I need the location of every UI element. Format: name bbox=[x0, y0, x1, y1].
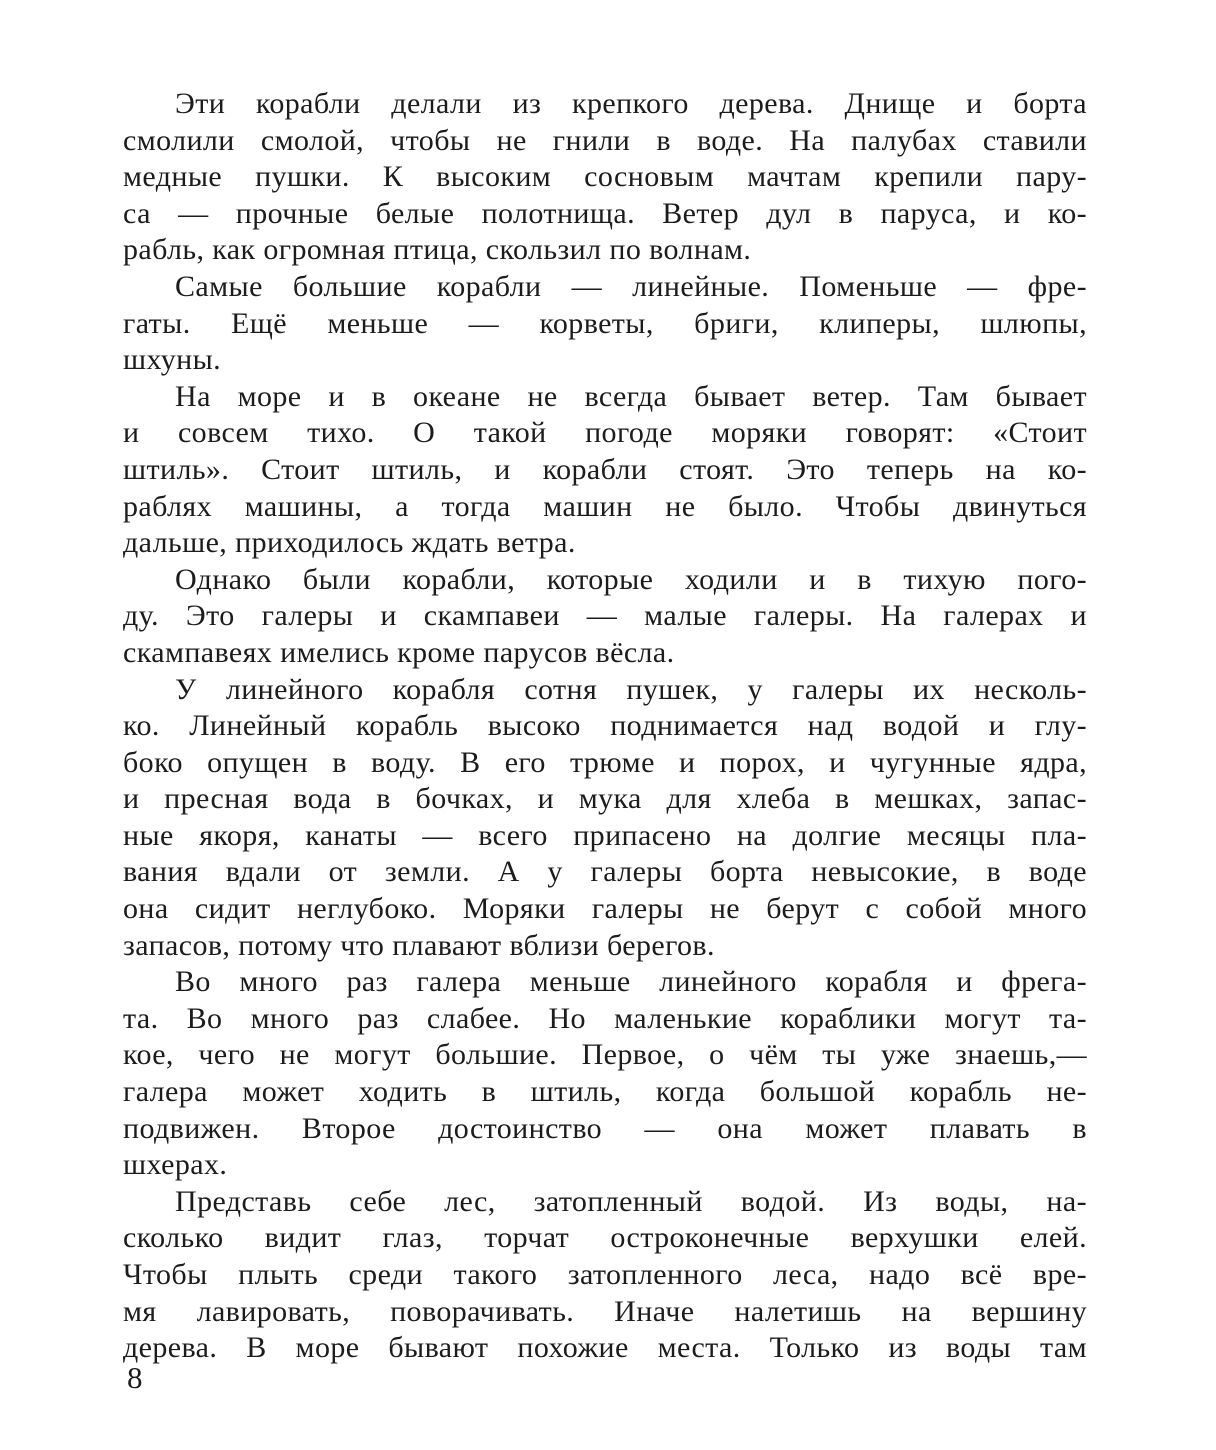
text-line: У линейного корабля сотня пушек, у галеры их несколь- bbox=[175, 672, 1087, 706]
paragraph bbox=[123, 672, 1087, 965]
text-line: кое, чего не могут большие. Первое, о чём ты уже знаешь,— bbox=[123, 1038, 1087, 1072]
text-line: Во много раз галера меньше линейного корабля и фрега- bbox=[175, 965, 1087, 999]
text-line: са — прочные белые полотнища. Ветер дул в паруса, и ко- bbox=[123, 196, 1087, 230]
page-number: 8 bbox=[127, 1360, 143, 1395]
text-line: дальше, приходилось ждать ветра. bbox=[123, 526, 576, 560]
paragraph bbox=[123, 964, 1087, 1184]
text-line: штиль». Стоит штиль, и корабли стоят. Это теперь на ко- bbox=[123, 452, 1087, 486]
text-line: рабль, как огромная птица, скользил по волнам. bbox=[123, 233, 752, 267]
text-line: мя лавировать, поворачивать. Иначе налетишь на вершину bbox=[123, 1294, 1087, 1328]
text-line: гаты. Ещё меньше — корветы, бриги, клиперы, шлюпы, bbox=[123, 306, 1087, 340]
paragraph bbox=[123, 379, 1087, 562]
text-line: медные пушки. К высоким сосновым мачтам крепили пару- bbox=[123, 160, 1087, 194]
text-line: и совсем тихо. О такой погоде моряки говорят: «Стоит bbox=[123, 416, 1087, 450]
text-line: раблях машины, а тогда машин не было. Чтобы двинуться bbox=[123, 489, 1087, 523]
text-line: скампавеях имелись кроме парусов вёсла. bbox=[123, 635, 675, 669]
text-line: сколько видит глаз, торчат остроконечные верхушки елей. bbox=[123, 1221, 1087, 1255]
text-line: боко опущен в воду. В его трюме и порох, и чугунные ядра, bbox=[123, 745, 1087, 779]
text-block bbox=[123, 86, 1087, 1367]
text-line: шхерах. bbox=[123, 1148, 228, 1182]
text-line: она сидит неглубоко. Моряки галеры не берут с собой много bbox=[123, 892, 1087, 926]
text-line: подвижен. Второе достоинство — она может плавать в bbox=[123, 1111, 1087, 1145]
paragraph bbox=[123, 86, 1087, 269]
text-line: галера может ходить в штиль, когда большой корабль не- bbox=[123, 1075, 1087, 1109]
text-line: Однако были корабли, которые ходили и в тихую пого- bbox=[175, 562, 1087, 596]
text-line: Эти корабли делали из крепкого дерева. Днище и борта bbox=[175, 87, 1087, 120]
paragraph bbox=[123, 269, 1087, 379]
text-line: вания вдали от земли. А у галеры борта невысокие, в воде bbox=[123, 855, 1087, 889]
text-line: ные якоря, канаты — всего припасено на долгие месяцы пла- bbox=[123, 818, 1087, 852]
text-line: Самые большие корабли — линейные. Поменьше — фре- bbox=[175, 269, 1087, 303]
text-line: дерева. В море бывают похожие места. Только из воды там bbox=[123, 1331, 1087, 1365]
paragraph bbox=[123, 1184, 1087, 1367]
text-line: шхуны. bbox=[123, 343, 222, 377]
text-line: Представь себе лес, затопленный водой. Из воды, на- bbox=[175, 1184, 1087, 1218]
text-line: На море и в океане не всегда бывает ветер. Там бывает bbox=[175, 379, 1087, 413]
text-line: ду. Это галеры и скампавеи — малые галеры. На галерах и bbox=[123, 599, 1087, 633]
text-line: ко. Линейный корабль высоко поднимается над водой и глу- bbox=[123, 709, 1087, 743]
text-line: Чтобы плыть среди такого затопленного леса, надо всё вре- bbox=[123, 1258, 1087, 1291]
text-line: и пресная вода в бочках, и мука для хлеба в мешках, запас- bbox=[123, 782, 1087, 816]
paragraph bbox=[123, 562, 1087, 672]
text-line: запасов, потому что плавают вблизи берегов. bbox=[123, 928, 715, 962]
text-line: смолили смолой, чтобы не гнили в воде. На палубах ставили bbox=[123, 123, 1087, 157]
text-line: та. Во много раз слабее. Но маленькие кораблики могут та- bbox=[123, 1001, 1087, 1035]
